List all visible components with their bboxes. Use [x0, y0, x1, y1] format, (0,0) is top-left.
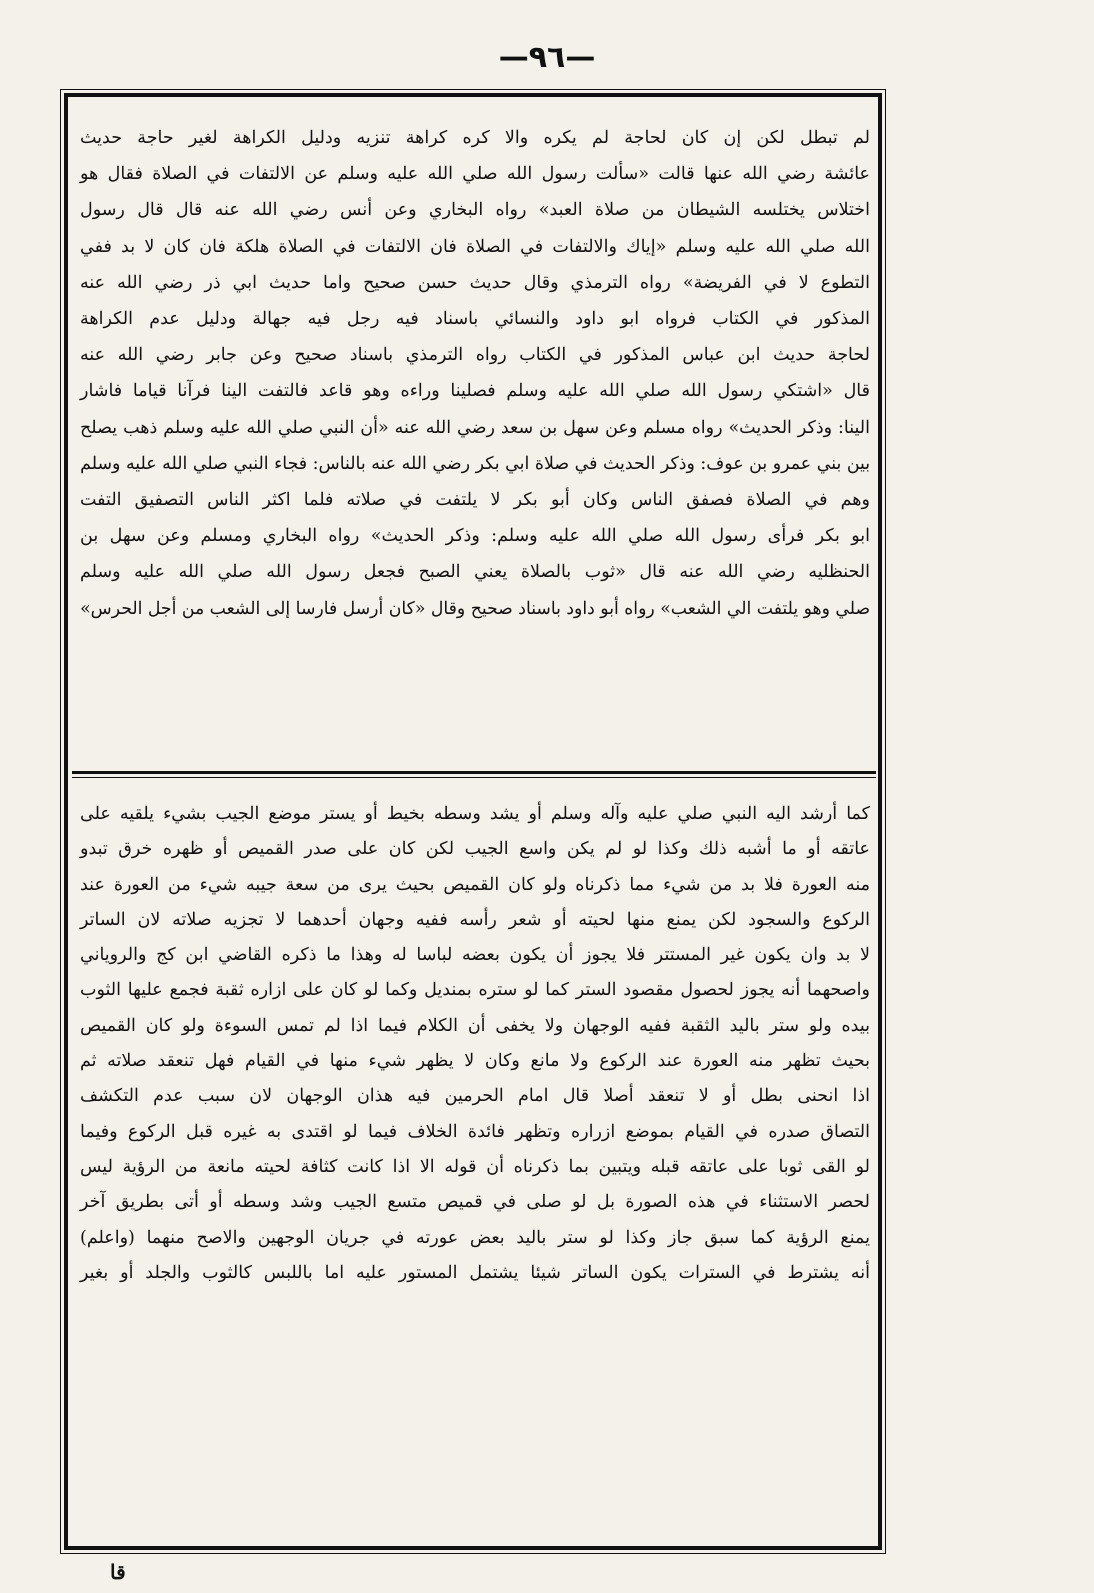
- text-line: عاتقه أو ما أشبه ذلك وكذا لو لم يكن واسع الجيب لكن كان على صدر القميص أو ظهره خرق تبدو: [80, 839, 870, 860]
- text-line: التطوع لا في الفريضة» رواه الترمذي وقال حديث حسن صحيح واما حديث ابي ذر رضي الله عنه: [80, 272, 870, 293]
- text-line: المذكور في الكتاب فرواه ابو داود والنسائي باسناد فيه رجل فيه جهالة ودليل عدم الكراهة: [80, 309, 870, 330]
- text-line: لحصر الاستثناء في هذه الصورة بل لو صلى في قميص متسع الجيب وشد وسطه أو أتى بطريق آخر: [80, 1192, 870, 1213]
- text-line: بيده ولو ستر باليد الثقبة ففيه الوجهان ولا يخفى أن الكلام فيما اذا لم تمس السوءة ولو كان القميص: [80, 1015, 870, 1036]
- text-line: قال «اشتكي رسول الله صلي الله عليه وسلم فصلينا وراءه وهو قاعد فالتفت الينا فرآنا قياما فاشار: [80, 381, 870, 402]
- text-line: بحيث تظهر منه العورة عند الركوع ولا مانع وكان لا يظهر شيء منها في القيام فهل تنعقد صلاته ثم: [80, 1051, 870, 1072]
- text-line: أنه يشترط في السترات يكون الساتر شيئا يشتمل المستور عليه اما باللبس كالثوب والجلد أو بغير: [80, 1262, 870, 1283]
- text-line: اذا انحنى بطل أو لا تنعقد أصلا قال امام الحرمين فيه هذان الوجهان لان سبب عدم التكشف: [80, 1086, 870, 1107]
- text-line: الركوع والسجود لكن يمنع منها لحيته أو شعر رأسه ففيه وجهان أحدهما لا تجزيه صلاته لان الساتر: [80, 909, 870, 930]
- text-line: صلي وهو يلتفت الي الشعب» رواه أبو داود باسناد صحيح وقال «كان أرسل فارسا إلى الشعب من أجل الحرس»: [80, 598, 870, 619]
- main-text-section: [80, 120, 870, 627]
- text-line: كما أرشد اليه النبي صلي عليه وآله وسلم أو يشد وسطه بخيط أو يستر موضع الجيب بشيء يلقيه على: [80, 804, 870, 824]
- text-line: لم تبطل لكن إن كان لحاجة لم يكره والا كره كراهة تنزيه ودليل الكراهة لغير حاجة حديث: [80, 128, 870, 148]
- commentary-text-section: [80, 797, 870, 1291]
- section-divider: [72, 771, 876, 778]
- text-line: بين بني عمرو بن عوف: وذكر الحديث في صلاة ابي بكر رضي الله عنه بالناس: فجاء النبي صلي الله عليه وسلم: [80, 453, 870, 474]
- footer-mark: قا: [110, 1560, 126, 1584]
- text-line: الينا: وذكر الحديث» رواه مسلم وعن سهل بن سعد رضي الله عنه «أن النبي صلي الله عليه وسلم ذهب يصلح: [80, 417, 870, 438]
- text-line: لو القى ثوبا على عاتقه قبله ويتبين بما ذكرناه أن قوله الا اذا كانت كثافة لحيته مانعة من الرؤية ليس: [80, 1156, 870, 1177]
- text-line: يمنع الرؤية كما سبق جاز وكذا لو ستر باليد بعض عورته في جريان الوجهين والاصح منهما (واعلم): [80, 1227, 870, 1248]
- text-line: لحاجة حديث ابن عباس المذكور في الكتاب رواه الترمذي باسناد صحيح وعن جابر رضي الله عنه: [80, 345, 870, 366]
- text-line: وهم في الصلاة فصفق الناس وكان أبو بكر لا يلتفت في صلاته فلما اكثر الناس التصفيق التفت: [80, 490, 870, 511]
- text-line: اختلاس يختلسه الشيطان من صلاة العبد» رواه البخاري وعن أنس رضي الله عنه قال قال رسول: [80, 200, 870, 221]
- text-line: الحنظليه رضي الله عنه قال «ثوب بالصلاة يعني الصبح فجعل رسول الله صلي الله عليه وسلم: [80, 562, 870, 583]
- text-line: عائشة رضي الله عنها قالت «سألت رسول الله صلي الله عليه وسلم عن الالتفات في الصلاة فقال هو: [80, 164, 870, 185]
- text-line: التصاق صدره في القيام بموضع ازراره وتظهر فائدة الخلاف فيما لو اقتدى به غيره قبل الركوع وفيما: [80, 1121, 870, 1142]
- text-line: منه العورة فلا بد من شيء مما ذكرناه ولو كان القميص بحيث يرى من سعة جيبه شيء من العورة عند: [80, 874, 870, 895]
- text-line: واصحهما أنه يجوز لحصول مقصود الستر كما لو ستره بمنديل وكما لو كان على ازاره ثقبة فجمع عليها الثوب: [80, 980, 870, 1001]
- page-number: —٩٦—: [498, 40, 596, 75]
- text-line: ابو بكر فرأى رسول الله صلي الله عليه وسلم: وذكر الحديث» رواه البخاري ومسلم وعن سهل بن: [80, 526, 870, 547]
- text-line: لا بد وان يكون غير المستتر فلا يجوز أن يكون بعضه لباسا له وهذا ما ذكره القاضي ابن كج والروياني: [80, 945, 870, 966]
- text-line: الله صلي الله عليه وسلم «إياك والالتفات في الصلاة فان الالتفات في الصلاة هلكة فان كان لا بد ففي: [80, 236, 870, 257]
